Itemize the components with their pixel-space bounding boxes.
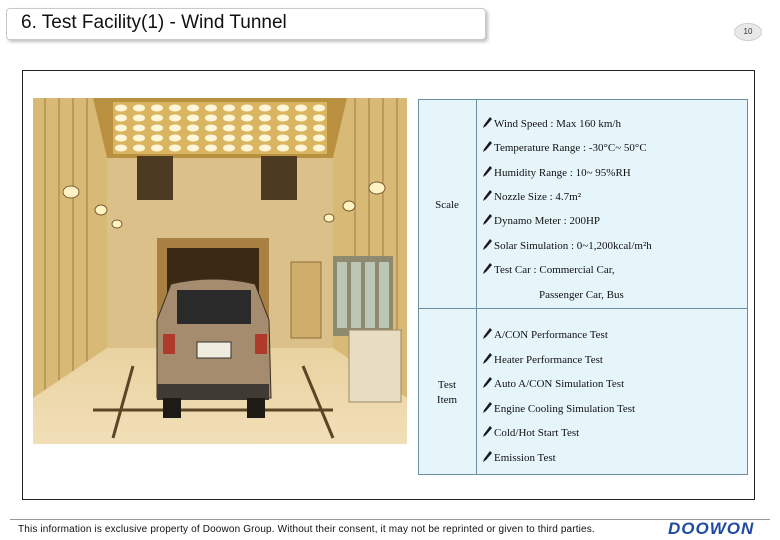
scale-item-text: Temperature Range : -30°C~ 50°C [494, 142, 647, 154]
ceiling-lamp [151, 115, 163, 122]
ceiling-lamp [133, 115, 145, 122]
pen-bullet-icon [483, 141, 492, 152]
scale-item [483, 190, 581, 203]
ceiling-lamp [295, 145, 307, 152]
test-item [483, 377, 624, 390]
ceiling-lamp [277, 125, 289, 132]
ceiling-lamp [259, 115, 271, 122]
pen-bullet-icon [483, 214, 492, 225]
ceiling-lamp [187, 125, 199, 132]
pen-bullet-icon [483, 166, 492, 177]
ceiling-lamp [223, 145, 235, 152]
test-item [483, 402, 635, 415]
ceiling-lamp [187, 115, 199, 122]
scale-item-text: Solar Simulation : 0~1,200kcal/m²h [494, 240, 652, 252]
ceiling-lamp [151, 105, 163, 112]
ceiling-lamp [313, 105, 325, 112]
footer-notice: This information is exclusive property of Doowon Group. Without their consent, it may not be reprinted or given to third parties. [18, 524, 595, 535]
ceiling-lamp [133, 105, 145, 112]
scale-item [483, 263, 615, 276]
ceiling-lamp [241, 105, 253, 112]
pen-bullet-icon [483, 328, 492, 339]
ceiling-lamp [115, 105, 127, 112]
ceiling-lamp [295, 135, 307, 142]
scale-item-text: Dynamo Meter : 200HP [494, 215, 601, 227]
scale-item [483, 166, 631, 179]
ceiling-lamp [313, 135, 325, 142]
test-item-text: A/CON Performance Test [494, 329, 608, 341]
scale-item [483, 117, 621, 130]
ceiling-lamp [277, 135, 289, 142]
ceiling-lamp [277, 115, 289, 122]
ceiling-lamp [205, 125, 217, 132]
scale-item-continued: Passenger Car, Bus [539, 289, 624, 301]
ceiling-lamp [133, 135, 145, 142]
scale-item-text: Humidity Range : 10~ 95%RH [494, 167, 631, 179]
ceiling-lamp [313, 145, 325, 152]
ceiling-lamp [205, 135, 217, 142]
pen-bullet-icon [483, 239, 492, 250]
test-item-label [419, 378, 475, 408]
ceiling-lamp [241, 145, 253, 152]
ceiling-lamp [169, 105, 181, 112]
ceiling-lamp [169, 135, 181, 142]
scale-item [483, 214, 600, 227]
pen-bullet-icon [483, 402, 492, 413]
ceiling-lamp [205, 105, 217, 112]
ceiling-lamp [313, 125, 325, 132]
title-bar [6, 8, 486, 40]
spec-table [418, 99, 748, 475]
ceiling-lamp [205, 115, 217, 122]
test-item [483, 328, 608, 341]
pen-bullet-icon [483, 263, 492, 274]
pen-bullet-icon [483, 377, 492, 388]
pen-bullet-icon [483, 190, 492, 201]
ceiling-lamp [223, 105, 235, 112]
ceiling-lamp [223, 115, 235, 122]
ceiling-lamp [259, 125, 271, 132]
scale-item [483, 239, 652, 252]
scale-item [483, 141, 647, 154]
pen-bullet-icon [483, 353, 492, 364]
ceiling-lamp [313, 115, 325, 122]
doowon-logo: DOOWON [668, 519, 755, 538]
ceiling-lamp [259, 105, 271, 112]
test-item [483, 353, 603, 366]
ceiling-lamp [295, 125, 307, 132]
ceiling-lamp [277, 145, 289, 152]
test-item-text: Emission Test [494, 452, 556, 464]
test-item-text: Heater Performance Test [494, 354, 603, 366]
ceiling-lamp [241, 125, 253, 132]
ceiling-lamp [223, 135, 235, 142]
ceiling-lamp [115, 115, 127, 122]
ceiling-lamp [169, 115, 181, 122]
ceiling-lamp [115, 135, 127, 142]
ceiling-lamp [187, 105, 199, 112]
test-item-text: Engine Cooling Simulation Test [494, 403, 636, 415]
pen-bullet-icon [483, 451, 492, 462]
ceiling-lamp [115, 125, 127, 132]
ceiling-lamp [295, 115, 307, 122]
ceiling-lamp [259, 135, 271, 142]
page-number-badge: 10 [734, 23, 762, 41]
scale-item-text: Test Car : Commercial Car, [494, 264, 615, 276]
ceiling-lamp [133, 145, 145, 152]
ceiling-lamp [259, 145, 271, 152]
scale-item-text: Wind Speed : Max 160 km/h [494, 118, 621, 130]
ceiling-lamp [277, 105, 289, 112]
ceiling-lamp [169, 145, 181, 152]
column-divider [476, 100, 477, 474]
ceiling-lamp [223, 125, 235, 132]
pen-bullet-icon [483, 426, 492, 437]
ceiling-lamp [187, 135, 199, 142]
scale-label: Scale [435, 199, 459, 211]
test-item-text: Cold/Hot Start Test [494, 427, 580, 439]
ceiling-lamp [205, 145, 217, 152]
ceiling-lamp [115, 145, 127, 152]
ceiling-lamp [187, 145, 199, 152]
footer-divider [10, 519, 770, 520]
wind-tunnel-photo [33, 98, 407, 444]
row-divider [419, 308, 747, 309]
ceiling-lamp [151, 145, 163, 152]
ceiling-lamp [151, 135, 163, 142]
test-item [483, 426, 579, 439]
ceiling-lamp [241, 115, 253, 122]
scale-item-text: Nozzle Size : 4.7m² [494, 191, 581, 203]
ceiling-lamp [151, 125, 163, 132]
ceiling-lamp [295, 105, 307, 112]
test-item-label-line1: Test [437, 379, 457, 391]
test-item-text: Auto A/CON Simulation Test [494, 378, 625, 390]
ceiling-lamp [133, 125, 145, 132]
test-item-label-line2: Item [436, 394, 458, 406]
ceiling-lamp [241, 135, 253, 142]
page-title: 6. Test Facility(1) - Wind Tunnel [21, 12, 287, 33]
pen-bullet-icon [483, 117, 492, 128]
test-item [483, 451, 556, 464]
ceiling-lamp [169, 125, 181, 132]
